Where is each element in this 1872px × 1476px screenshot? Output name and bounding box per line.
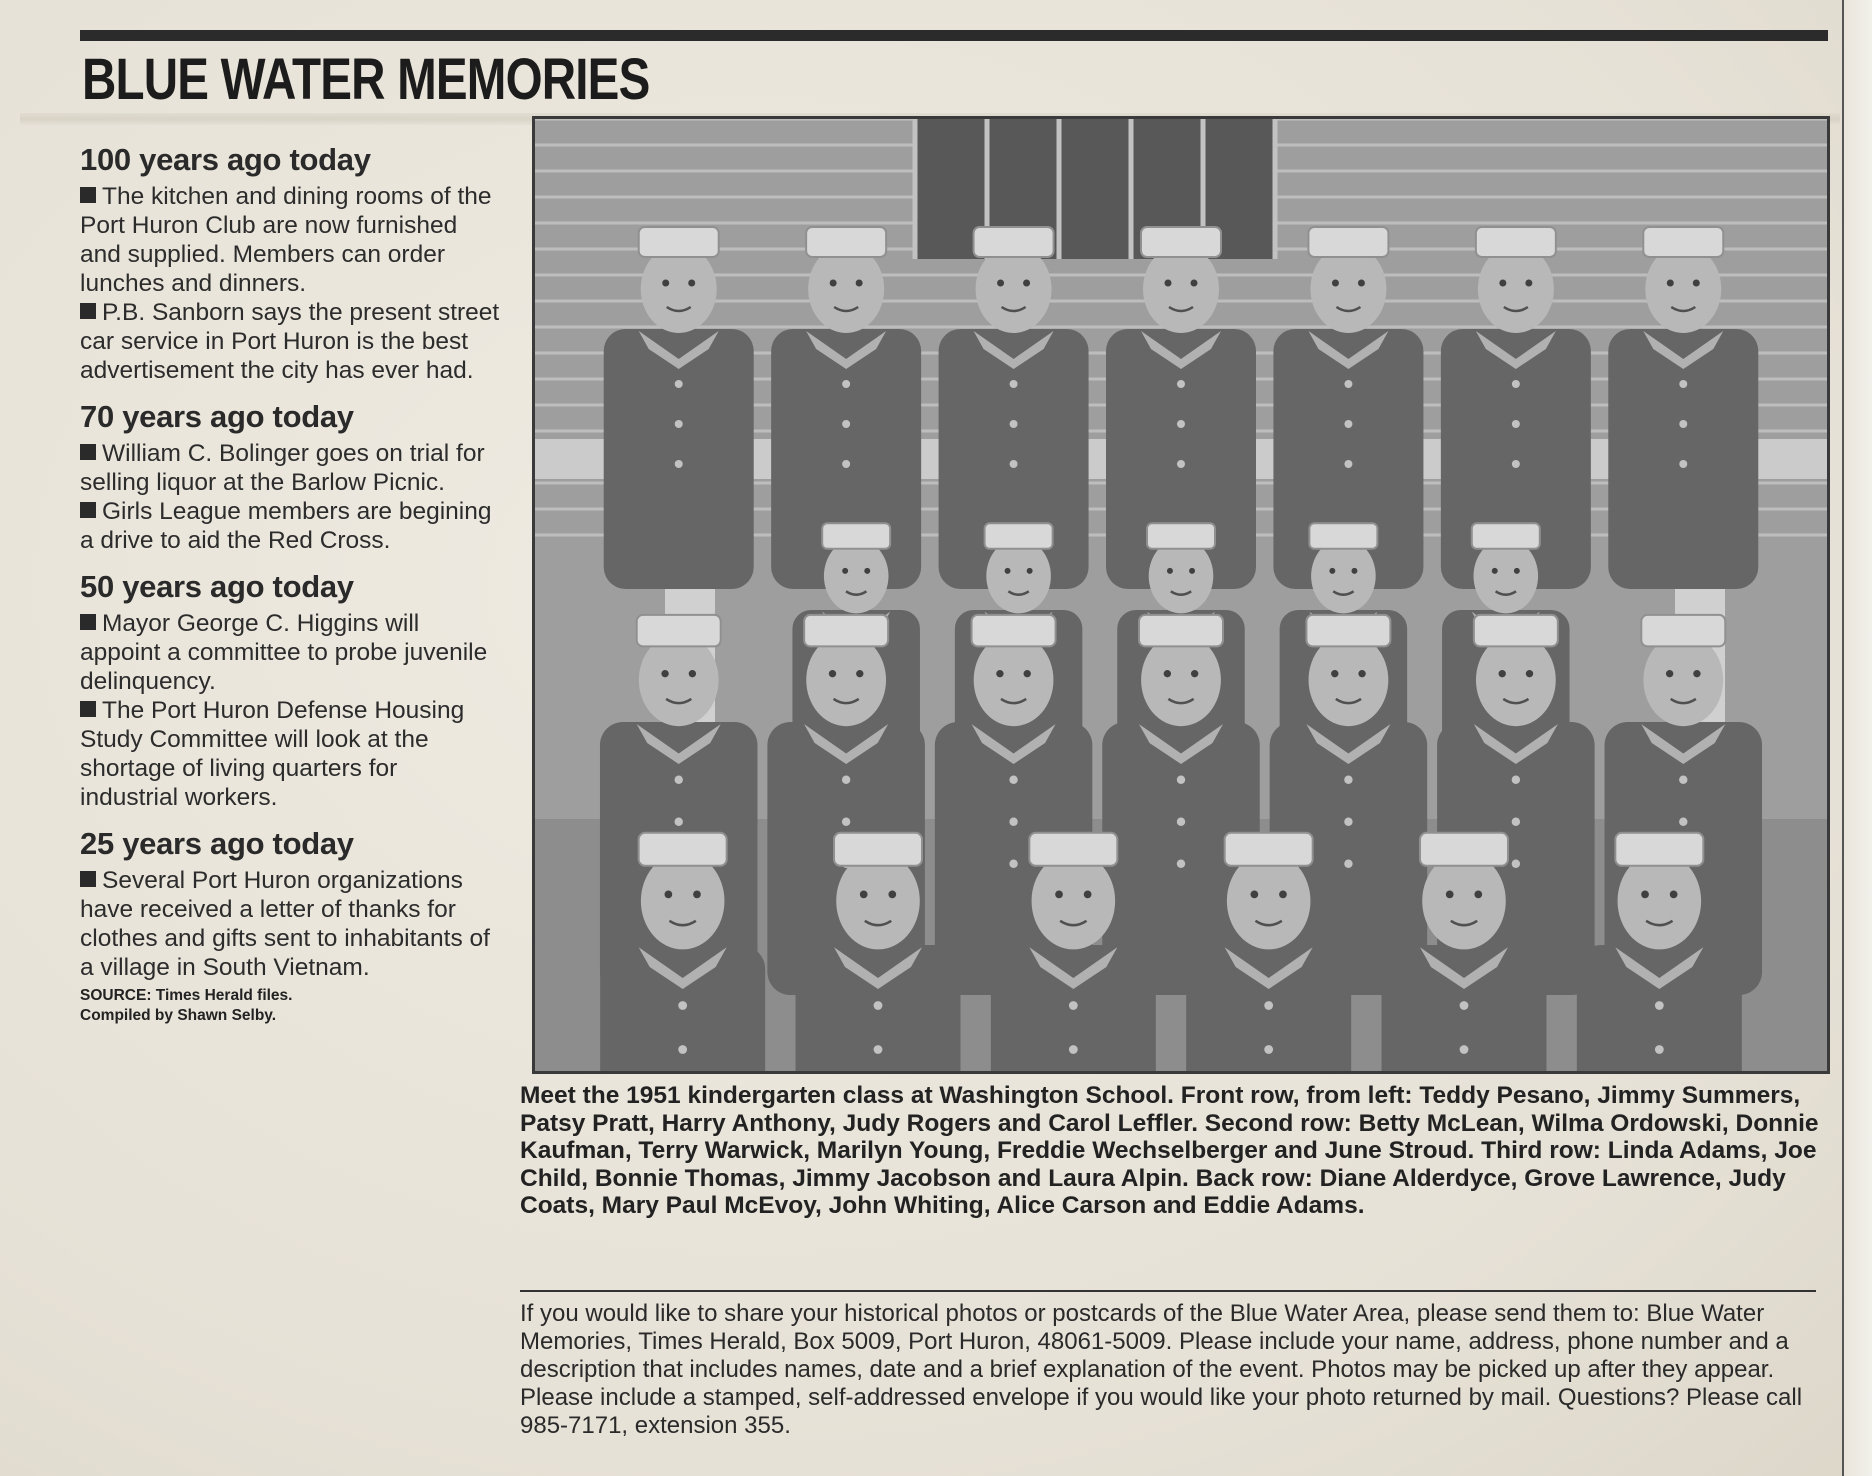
section-70-years [80,399,500,555]
masthead: BLUE WATER MEMORIES [82,47,650,112]
section-25-years [80,826,500,1026]
photo-caption: Meet the 1951 kindergarten class at Washington School. Front row, from left: Teddy Pesano, Jimmy Summers, Patsy Pratt, Harry Anthony, Judy Rogers and Carol Leffler. Second row: Betty McLean, Wilma Ordowski, Donnie Kaufman, Terry Warwick, Marilyn Young, Freddie Wechselberger and June Stroud. Third row: Linda Adams, Joe Child, Bonnie Thomas, Jimmy Jacobson and Laura Alpin. Back row: Diane Alderdyce, Grove Lawrence, Judy Coats, Mary Paul McEvoy, John Whiting, Alice Carson and Eddie Adams. [520,1082,1819,1219]
square-bullet-icon [80,303,96,319]
square-bullet-icon [80,187,96,203]
photo-grain [535,119,1827,1071]
top-rule [80,30,1828,41]
section-heading: 70 years ago today [80,399,354,434]
section-heading: 50 years ago today [80,569,354,604]
adjacent-page-edge [1842,0,1872,1476]
list-item: Several Port Huron organizations have received a letter of thanks for clothes and gifts sent to inhabitants of a village in South Vietnam. [80,867,490,981]
section-heading: 100 years ago today [80,142,371,177]
info-rule [520,1290,1816,1292]
class-photo [532,116,1830,1074]
class-photo-illustration [535,119,1827,1071]
submission-info: If you would like to share your historical photos or postcards of the Blue Water Area, please send them to: Blue Water Memories, Times Herald, Box 5009, Port Huron, 48061-5009. Please include your name, address, phone number and a description that includes names, date and a brief explanation of the event. Photos may be picked up after they appear. Please include a stamped, self-addressed envelope if you would like your photo returned by mail. Questions? Please call 985-7171, extension 355. [520,1300,1803,1439]
section-heading: 25 years ago today [80,826,354,861]
list-item: The kitchen and dining rooms of the Port Huron Club are now furnished and supplied. Members can order lunches and dinners. [80,183,492,297]
history-column [80,142,500,1040]
square-bullet-icon [80,701,96,717]
source-credit [80,986,500,1026]
list-item: P.B. Sanborn says the present street car service in Port Huron is the best advertisement the city has ever had. [80,299,500,384]
list-item: Girls League members are begining a drive to aid the Red Cross. [80,498,492,554]
square-bullet-icon [80,614,96,630]
list-item: The Port Huron Defense Housing Study Committee will look at the shortage of living quarters for industrial workers. [80,697,465,811]
square-bullet-icon [80,502,96,518]
section-50-years [80,569,500,812]
source-line: SOURCE: Times Herald files. [80,987,293,1004]
square-bullet-icon [80,444,96,460]
compiled-line: Compiled by Shawn Selby. [80,1007,277,1024]
list-item: Mayor George C. Higgins will appoint a committee to probe juvenile delinquency. [80,610,488,695]
section-100-years [80,142,500,385]
square-bullet-icon [80,871,96,887]
list-item: William C. Bolinger goes on trial for selling liquor at the Barlow Picnic. [80,440,485,496]
